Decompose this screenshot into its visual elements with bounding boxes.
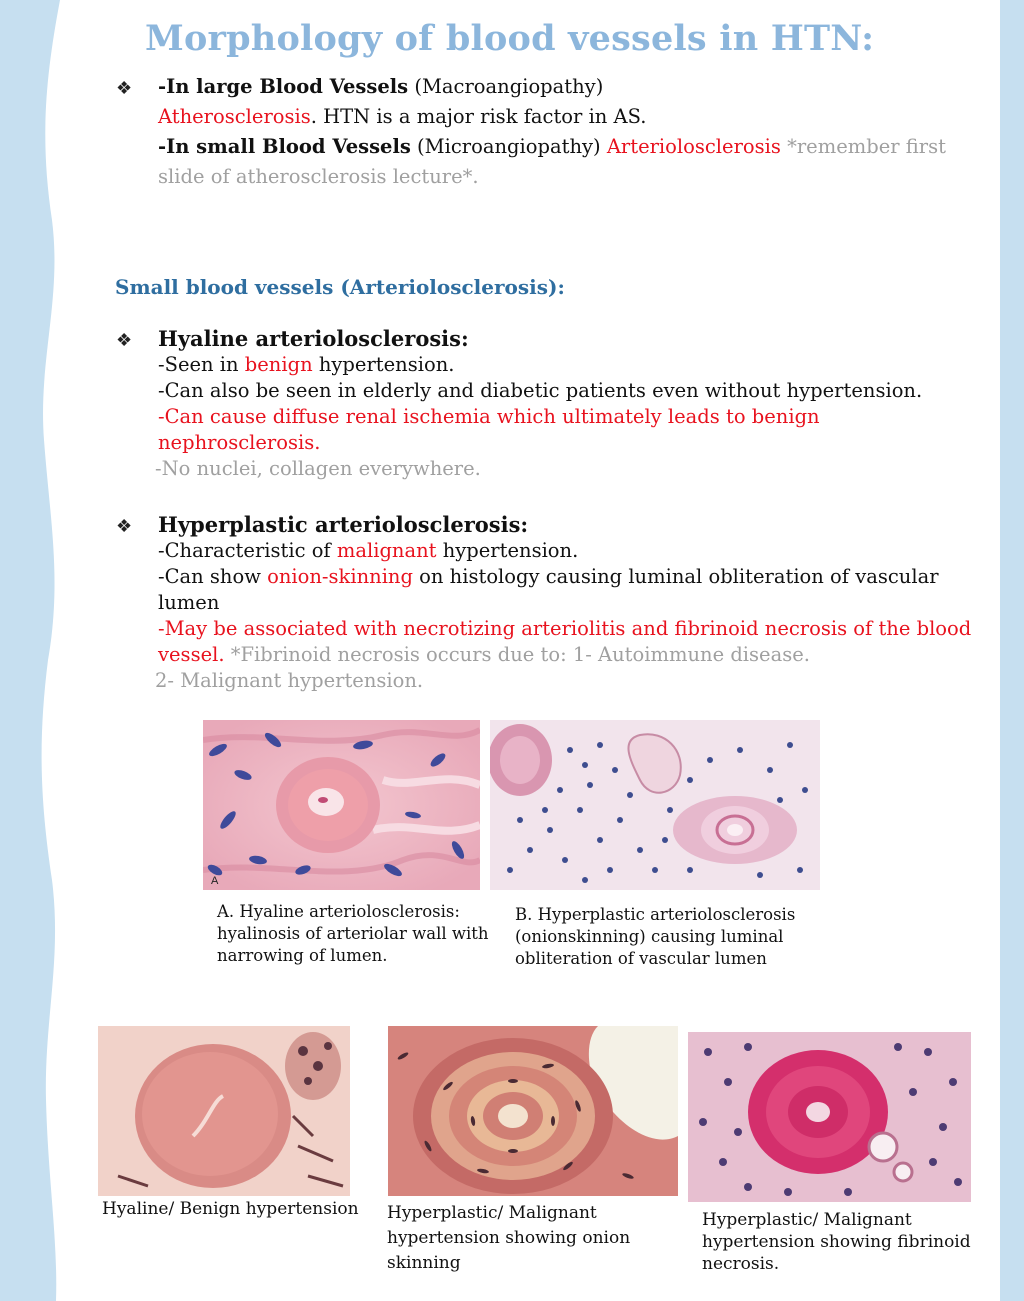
- text: -Seen in: [158, 353, 245, 376]
- hyperplastic-line-malignant: [158, 538, 988, 564]
- hyperplastic-line-vessel: [158, 642, 988, 668]
- caption-line: hypertension showing onion: [387, 1228, 631, 1248]
- remember-note-continued: slide of atherosclerosis lecture*.: [158, 165, 479, 188]
- macroangiopathy-text: (Macroangiopathy): [408, 75, 604, 98]
- caption-line: hypertension showing fibrinoid: [702, 1232, 971, 1252]
- histology-image-hyaline-a: [203, 720, 480, 890]
- diamond-bullet-icon: ❖: [116, 330, 133, 351]
- histology-image-hyaline-benign: [98, 1026, 350, 1196]
- malignant-term: malignant: [336, 539, 437, 562]
- histology-image-onion-skinning: [388, 1026, 678, 1196]
- caption-line: Hyperplastic/ Malignant: [702, 1210, 912, 1230]
- caption-figure-a: [217, 901, 489, 967]
- diamond-bullet-icon: ❖: [116, 78, 133, 99]
- left-wave-panel: [0, 0, 60, 1301]
- hyaline-section: [155, 326, 988, 482]
- text: -Can show: [158, 565, 268, 588]
- caption-line: hyalinosis of arteriolar wall with: [217, 924, 489, 943]
- caption-line: obliteration of vascular lumen: [515, 949, 767, 968]
- benign-term: benign: [244, 353, 313, 376]
- large-vessels-label: -In large Blood Vessels: [158, 75, 409, 98]
- hyperplastic-line-onion: [158, 564, 988, 590]
- right-side-panel: [1000, 0, 1024, 1301]
- caption-line: (onionskinning) causing luminal: [515, 927, 784, 946]
- small-vessels-label: -In small Blood Vessels: [158, 135, 411, 158]
- fibrinoid-note: *Fibrinoid necrosis occurs due to: 1- Autoimmune disease.: [224, 643, 810, 666]
- fibrinoid-note-continued: 2- Malignant hypertension.: [155, 669, 424, 692]
- arteriolosclerosis-term: Arteriolosclerosis: [606, 135, 781, 158]
- caption-line: Hyaline/ Benign hypertension: [102, 1199, 359, 1219]
- caption-line: skinning: [387, 1253, 461, 1273]
- hyaline-line-elderly: -Can also be seen in elderly and diabetic patients even without hypertension.: [158, 379, 923, 402]
- page-title: Morphology of blood vessels in HTN:: [145, 18, 875, 59]
- histology-image-fibrinoid-necrosis: [688, 1032, 971, 1202]
- htn-risk-text: . HTN is a major risk factor in AS.: [310, 105, 647, 128]
- microangiopathy-text: (Microangiopathy): [410, 135, 607, 158]
- caption-line: narrowing of lumen.: [217, 946, 388, 965]
- hyperplastic-heading: Hyperplastic arteriolosclerosis:: [158, 512, 529, 537]
- caption-line: Hyperplastic/ Malignant: [387, 1203, 597, 1223]
- text: hypertension.: [436, 539, 579, 562]
- hyaline-line-renal: -Can cause diffuse renal ischemia which ultimately leads to benign nephrosclerosis.: [158, 405, 820, 454]
- intro-line-large-vessels: [158, 74, 958, 100]
- hyaline-heading: Hyaline arteriolosclerosis:: [158, 326, 469, 351]
- section-subheading: Small blood vessels (Arteriolosclerosis):: [115, 275, 565, 299]
- caption-fibrinoid-necrosis: [702, 1209, 971, 1275]
- hyperplastic-line-necrotizing: -May be associated with necrotizing arteriolitis and fibrinoid necrosis of the blood: [158, 617, 972, 640]
- hyaline-line-benign: [158, 352, 988, 378]
- hyperplastic-section: [155, 512, 988, 694]
- intro-block: [158, 74, 958, 190]
- caption-line: A. Hyaline arteriolosclerosis:: [217, 902, 460, 921]
- atherosclerosis-term: Atherosclerosis: [158, 105, 311, 128]
- caption-line: necrosis.: [702, 1254, 780, 1274]
- onion-skinning-term: onion-skinning: [267, 565, 413, 588]
- intro-line-atherosclerosis: [158, 104, 958, 130]
- diamond-bullet-icon: ❖: [116, 516, 133, 537]
- text: on histology causing luminal obliteration of vascular: [412, 565, 939, 588]
- intro-line-small-vessels: [158, 134, 958, 160]
- text: -Characteristic of: [158, 539, 337, 562]
- histology-image-hyperplastic-b: [490, 720, 820, 890]
- caption-figure-b: [515, 904, 795, 970]
- vessel-term: vessel.: [158, 643, 225, 666]
- caption-onion-skinning: [387, 1201, 630, 1276]
- caption-line: B. Hyperplastic arteriolosclerosis: [515, 905, 796, 924]
- hyperplastic-line-lumen: lumen: [158, 591, 220, 614]
- text: hypertension.: [312, 353, 455, 376]
- remember-note: *remember first: [780, 135, 946, 158]
- hyaline-note: -No nuclei, collagen everywhere.: [155, 457, 481, 480]
- caption-hyaline-benign: [102, 1197, 359, 1222]
- figure-letter-a: A: [211, 875, 219, 887]
